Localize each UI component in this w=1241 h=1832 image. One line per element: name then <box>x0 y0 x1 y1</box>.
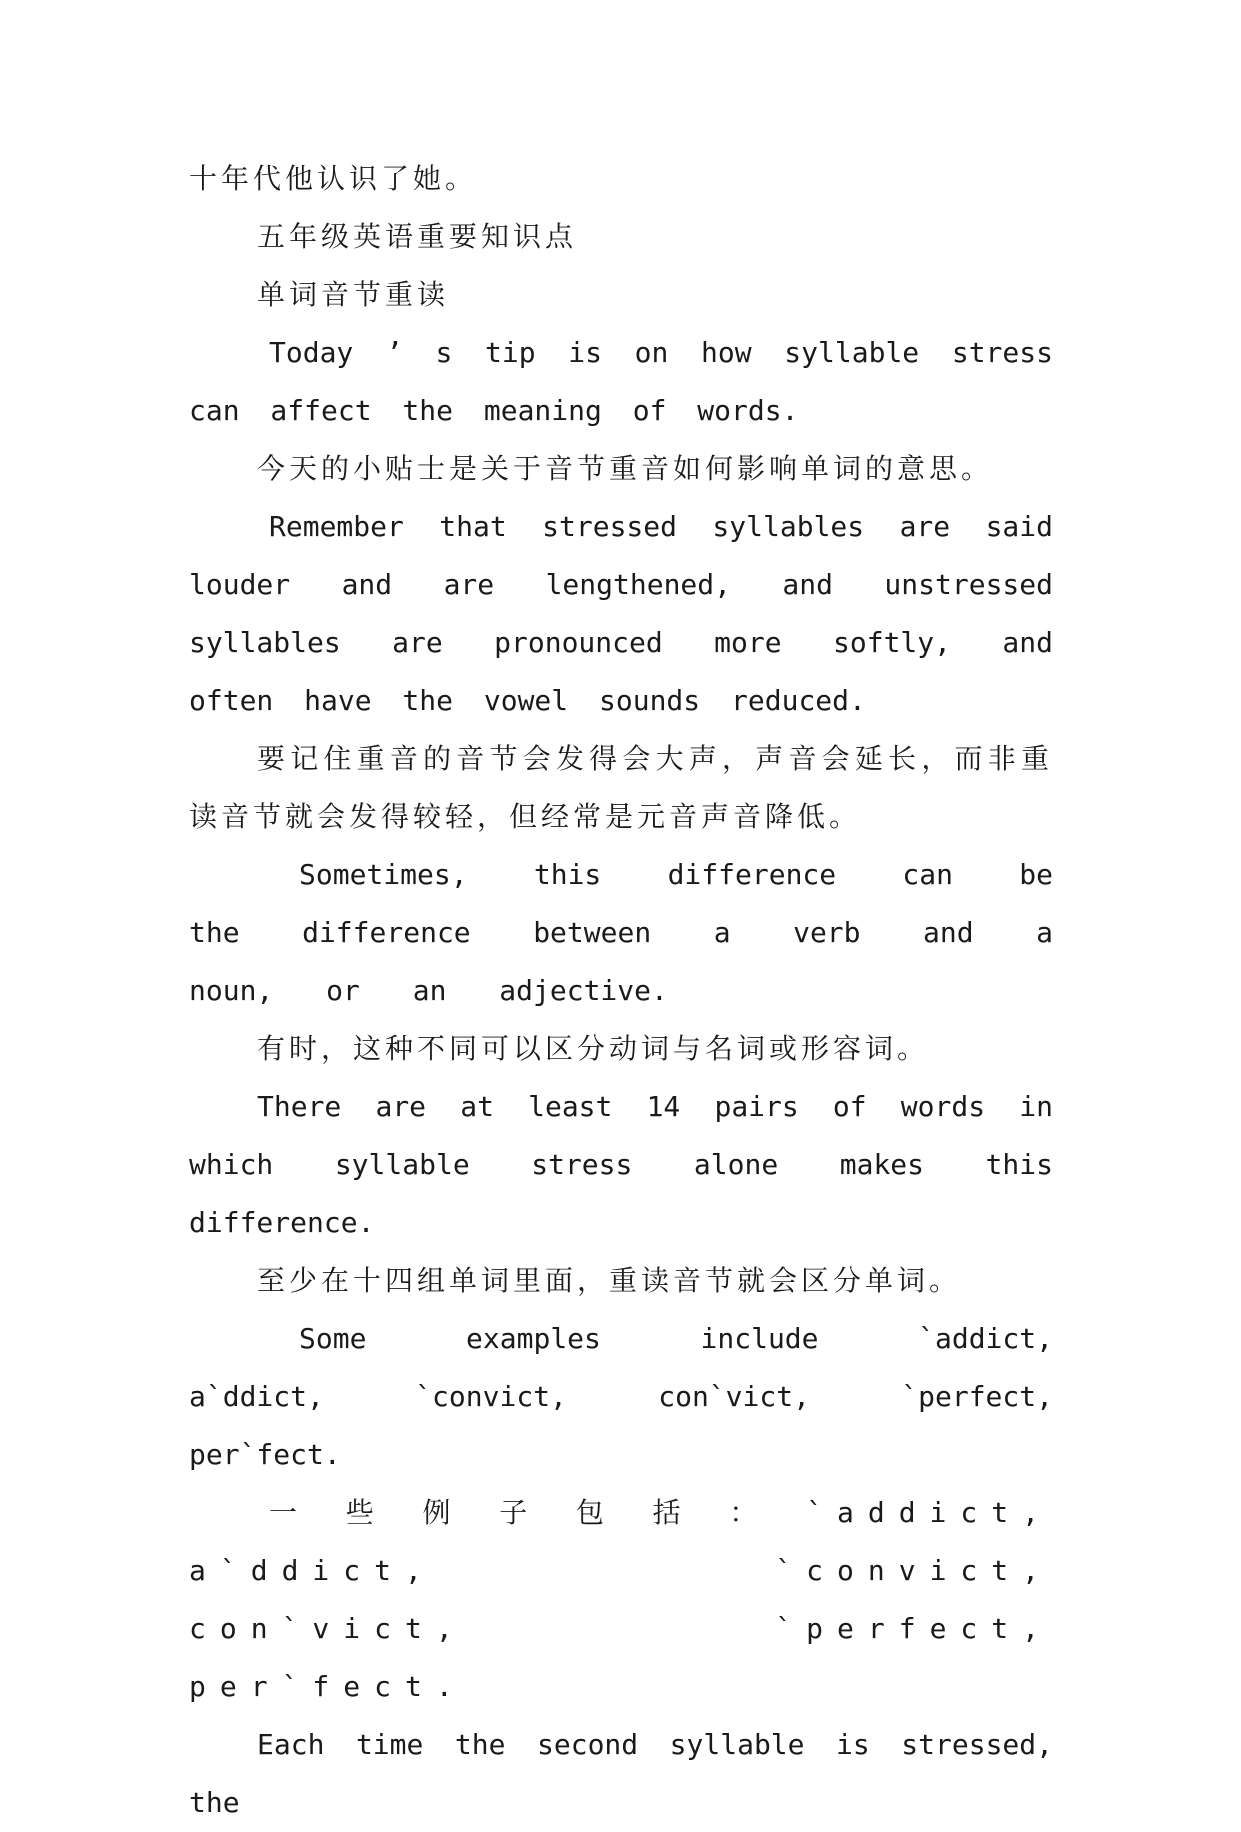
document-page <box>189 150 1053 1832</box>
subsection-heading: 单词音节重读 <box>257 278 450 311</box>
paragraph-english: Remember that stressed syllables are said louder and are lengthened, and unstressed syllables are pronounced more softly, and often have the vowel sounds reduced. <box>189 510 1053 717</box>
paragraph-english: Sometimes, this difference can be the difference between a verb and a noun, or an adjective. <box>189 858 1053 1007</box>
paragraph-english: Each time the second syllable is stressed, the <box>189 1728 1053 1819</box>
paragraph-continuation: 十年代他认识了她。 <box>189 162 478 195</box>
paragraph-chinese: 今天的小贴士是关于音节重音如何影响单词的意思。 <box>257 452 994 485</box>
paragraph-english: Today ’ s tip is on how syllable stress can affect the meaning of words. <box>189 336 1053 427</box>
paragraph-chinese: 有时，这种不同可以区分动词与名词或形容词。 <box>257 1032 930 1065</box>
paragraph-english: There are at least 14 pairs of words in which syllable stress alone makes this difference. <box>189 1090 1053 1239</box>
paragraph-chinese: 要记住重音的音节会发得会大声，声音会延长，而非重读音节就会发得较轻，但经常是元音声音降低。 <box>189 742 1053 833</box>
section-heading: 五年级英语重要知识点 <box>257 220 578 253</box>
paragraph-mixed: 一些例子包括：`addict, a`ddict, `convict, con`vict, `perfect, per`fect. <box>189 1496 1053 1703</box>
paragraph-chinese: 至少在十四组单词里面，重读音节就会区分单词。 <box>257 1264 962 1297</box>
paragraph-english: Some examples include `addict, a`ddict, `convict, con`vict, `perfect, per`fect. <box>189 1322 1053 1471</box>
